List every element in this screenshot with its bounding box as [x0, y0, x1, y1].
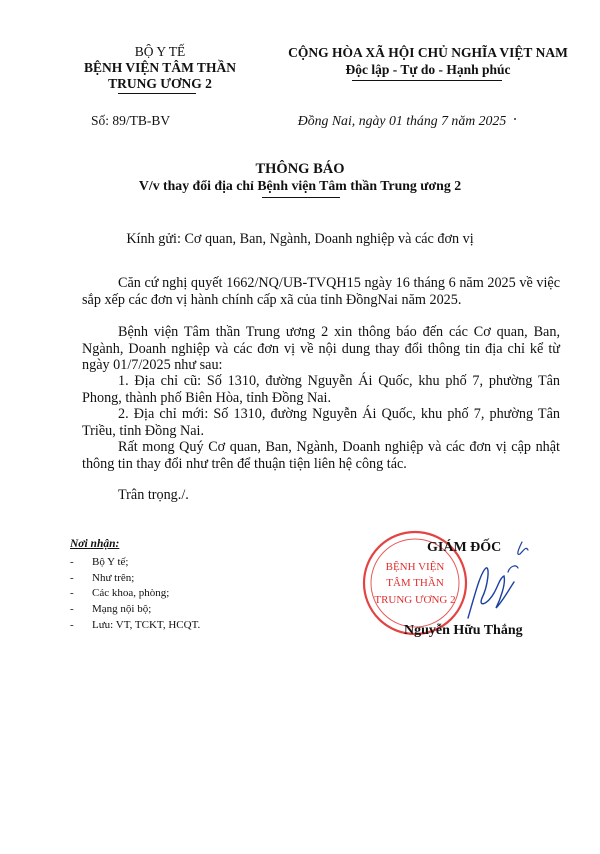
body-paragraph-announcement: Bệnh viện Tâm thần Trung ương 2 xin thông báo đến các Cơ quan, Ban, Ngành, Doanh nghiệp và các đơn vị về nội dung thay đổi thông tin địa chỉ kể từ ngày 01/7/2025 như sau:: [82, 324, 560, 373]
ministry-name: BỘ Y TẾ: [134, 44, 186, 59]
document-subject: V/v thay đổi địa chỉ Bệnh viện Tâm thần Trung ương 2: [138, 178, 462, 193]
national-motto: Độc lập - Tự do - Hạnh phúc: [345, 62, 511, 77]
distribution-item: - Các khoa, phòng;: [70, 587, 170, 600]
issuing-organization: [60, 44, 260, 92]
body-paragraph-new-address: 2. Địa chỉ mới: Số 1310, đường Nguyễn Ái Quốc, khu phố 7, phường Tân Triều, tỉnh Đồng Nai.: [82, 406, 560, 439]
hospital-name-line2: TRUNG ƯƠNG 2: [108, 76, 212, 91]
svg-text:TÂM THẦN: TÂM THẦN: [386, 577, 444, 589]
distribution-item: - Bộ Y tế;: [70, 555, 129, 568]
signer-title: GIÁM ĐỐC: [427, 540, 502, 555]
body-paragraph-closing: Trân trọng./.: [118, 487, 189, 503]
distribution-item: - Lưu: VT, TCKT, HCQT.: [70, 618, 201, 631]
subject-underline: [262, 197, 340, 198]
svg-text:TRUNG ƯƠNG 2: TRUNG ƯƠNG 2: [374, 594, 456, 606]
distribution-item: - Như trên;: [70, 571, 135, 584]
body-paragraph-request: Rất mong Quý Cơ quan, Ban, Ngành, Doanh nghiệp và các đơn vị cập nhật thông tin thay đổi như trên để thuận tiện liên hệ công tác.: [82, 439, 560, 472]
hospital-name-line1: BỆNH VIỆN TÂM THẦN: [84, 60, 236, 75]
place-and-date: Đồng Nai, ngày 01 tháng 7 năm 2025: [297, 113, 507, 128]
signer-name: Nguyễn Hữu Thắng: [404, 623, 523, 638]
national-title: [268, 44, 588, 78]
organization-underline: [118, 93, 196, 94]
document-number: Số: 89/TB-BV: [91, 113, 171, 128]
body-paragraph-legal-basis: Căn cứ nghị quyết 1662/NQ/UB-TVQH15 ngày 16 tháng 6 năm 2025 về việc sắp xếp các đơn vị hành chính cấp xã của tỉnh ĐồngNai năm 2025.: [82, 275, 560, 308]
distribution-item: - Mạng nội bộ;: [70, 603, 152, 616]
stray-dot: [514, 118, 516, 120]
distribution-list: [70, 537, 290, 634]
country-name: CỘNG HÒA XÃ HỘI CHỦ NGHĨA VIỆT NAM: [288, 45, 568, 60]
distribution-heading: Nơi nhận:: [70, 538, 120, 550]
salutation: Kính gửi: Cơ quan, Ban, Ngành, Doanh nghiệp và các đơn vị: [126, 231, 474, 247]
document-title: THÔNG BÁO: [255, 161, 345, 177]
motto-underline: [352, 80, 502, 81]
svg-text:BỆNH VIỆN: BỆNH VIỆN: [385, 561, 445, 573]
distribution-items: [70, 555, 290, 634]
body-paragraph-old-address: 1. Địa chỉ cũ: Số 1310, đường Nguyễn Ái Quốc, khu phố 7, phường Tân Phong, thành phố Biên Hòa, tỉnh Đồng Nai.: [82, 373, 560, 406]
